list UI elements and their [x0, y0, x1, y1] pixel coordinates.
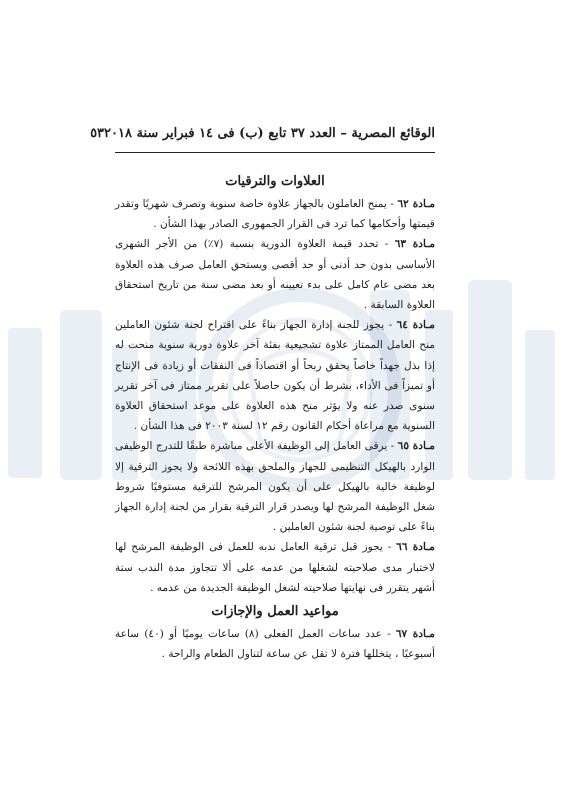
- article-64: [115, 315, 435, 436]
- article-text: - يجوز قبل ترقية العامل ندبه للعمل فى الوظيفة المرشح لها لاختبار مدى صلاحيته لشغلها من عدمه على ألا تتجاوز مدة الندب ستة أشهر يتقرر فى نهايتها صلاحيته لشغل الوظيفة الجديدة من عدمه .: [115, 541, 435, 594]
- section-heading-raises-promotions: العلاوات والترقيات: [225, 174, 325, 189]
- page-number: ٥٣: [90, 126, 105, 141]
- article-text: - يرقى العامل إلى الوظيفة الأعلى مباشرة طبقًا للتدرج الوظيفى الوارد بالهيكل التنظيمى للجهاز والملحق بهذه اللائحة ولا يجوز الترقية إلا لوظيفة خالية بالهيكل على أن يكون المرشح للترقية مستوفيًا شروط شغل الوظيفة المرشح لها ويصدر قرار الترقية بقرار من لجنة إدارة الجهاز بناءً على توصية لجنة شئون العاملين .: [115, 440, 435, 534]
- article-text: - عدد ساعات العمل الفعلى (٨) ساعات يوميًا أو (٤٠) ساعة أسبوعيًا ، يتخللها فترة لا تقل عن ساعة لتناول الطعام والراحة .: [115, 628, 435, 661]
- article-number: مـادة ٦٦: [396, 541, 435, 554]
- article-number: مـادة ٦٧: [395, 628, 435, 641]
- running-header: [90, 126, 435, 148]
- document-body: [115, 170, 435, 664]
- article-62: [115, 194, 435, 234]
- article-text: - يمنح العاملون بالجهاز علاوة خاصة سنوية وتصرف شهريًا وتقدر قيمتها وأحكامها كما ترد فى القرار الجمهورى الصادر بهذا الشأن .: [115, 198, 435, 231]
- article-63: [115, 234, 435, 315]
- header-title: الوقائع المصرية – العدد ٣٧ تابع (ب) فى ١٤ فبراير سنة ٢٠١٨: [104, 126, 435, 141]
- article-67: [115, 624, 435, 664]
- section-heading-work-hours-leaves: مواعيد العمل والإجازات: [211, 604, 339, 620]
- article-text: - يجوز للجنة إدارة الجهاز بناءً على اقتراح لجنة شئون العاملين منح العامل الممتاز علاوة تشجيعية بفئة آخر علاوة دورية سنوية منحت له إذا بذل جهداً خاصاً يحقق ربحاً أو اقتصاداً فى النفقات أو زيادة فى الإنتاج أو تميزاً فى الأداء، بشرط أن يكون حاصلاً على تقرير ممتاز فى آخر تقرير سنوى صدر عنه ولا يؤثر منح هذه العلاوة على موعد استحقاق العلاوة السنوية مع مراعاة أحكام القانون رقم ١٢ لسنة ٢٠٠٣ فى هذا الشأن .: [115, 319, 435, 433]
- article-number: مـادة ٦٣: [394, 238, 436, 251]
- article-66: [115, 537, 435, 598]
- article-number: مـادة ٦٤: [396, 319, 435, 332]
- article-text: - تحدد قيمة العلاوة الدورية بنسبة (٧٪) من الأجر الشهرى الأساسى بدون حد أدنى أو حد أقصى ويستحق العامل صرف هذه العلاوة بعد مضى عام كامل على بدء تعيينه أو بعد مضى سنة من تاريخ استحقاق العلاوة السابقة .: [115, 238, 435, 312]
- article-number: مـادة ٦٥: [397, 440, 435, 453]
- article-65: [115, 436, 435, 537]
- article-number: مـادة ٦٢: [397, 198, 436, 210]
- header-rule: [115, 152, 435, 153]
